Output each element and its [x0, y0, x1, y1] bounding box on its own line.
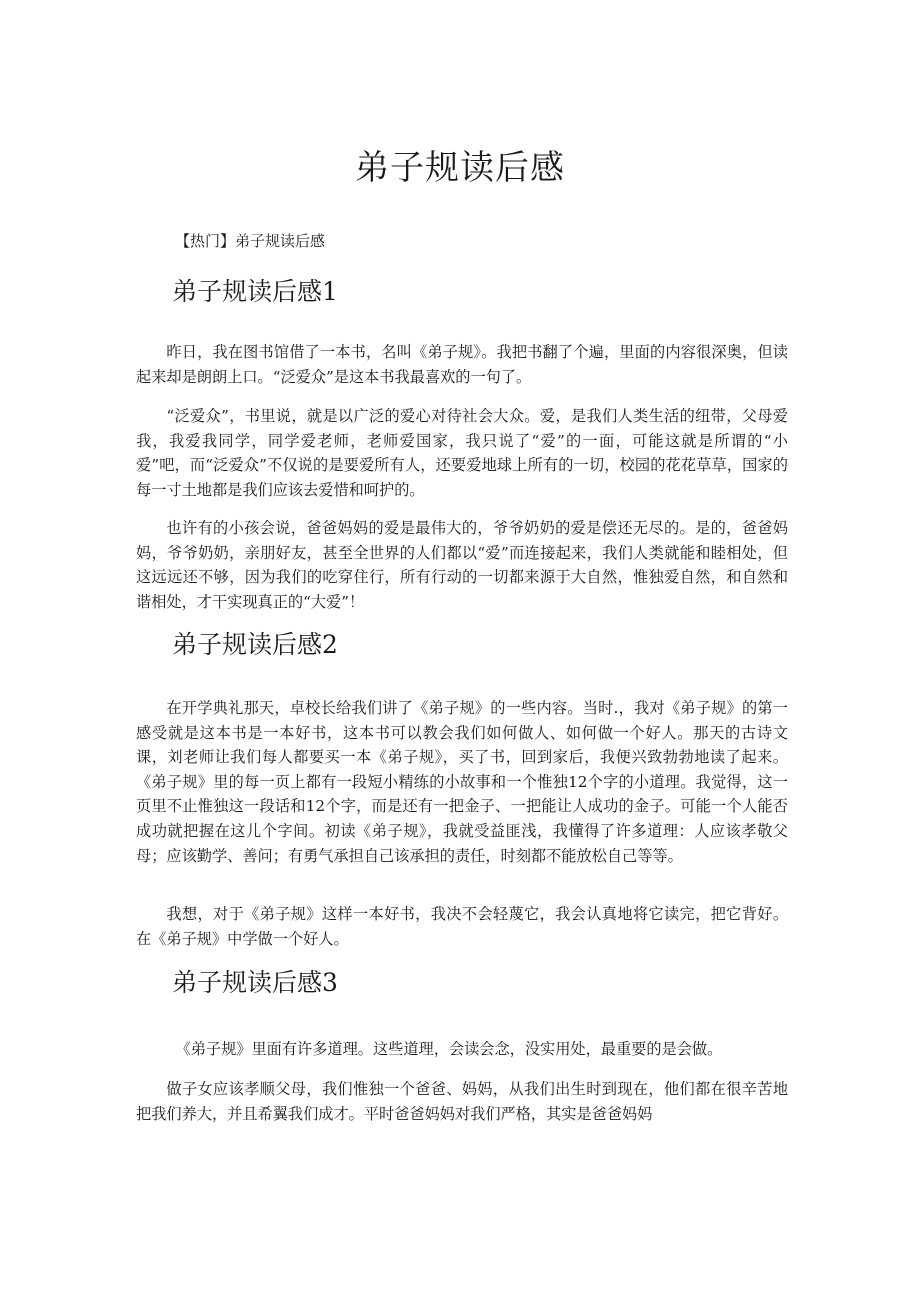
section-1-paragraph-3: 也许有的小孩会说，爸爸妈妈的爱是最伟大的，爷爷奶奶的爱是偿还无尽的。是的，爸爸妈妈，爷爷奶奶，亲朋好友，甚至全世界的人们都以“爱”而连接起来，我们人类就能和睦相处，但这远远还不够，因为我们的吃穿住行，所有行动的一切都来源于大自然，惟独爱自然，和自然和谐相处，才干实现真正的“大爱”！: [136, 519, 788, 611]
tag-line: 【热门】弟子规读后感: [175, 232, 326, 250]
section-1-paragraph-2: “泛爱众”，书里说，就是以广泛的爱心对待社会大众。爱，是我们人类生活的纽带，父母爱我，我爱我同学，同学爱老师，老师爱国家，我只说了“爱”的一面，可能这就是所谓的“小爱”吧，而“泛爱众”不仅说的是要爱所有人，还要爱地球上所有的一切，校园的花花草草，国家的每一寸土地都是我们应该去爱惜和呵护的。: [136, 407, 788, 499]
section-2-paragraph-2: 我想，对于《弟子规》这样一本好书，我决不会轻蔑它，我会认真地将它读完，把它背好。在《弟子规》中学做一个好人。: [136, 905, 788, 948]
section-1-heading: 弟子规读后感1: [172, 277, 338, 306]
section-2-heading: 弟子规读后感2: [172, 630, 338, 659]
section-3-paragraph-1: 《弟子规》里面有许多道理。这些道理，会读会念，没实用处，最重要的是会做。: [175, 1040, 723, 1058]
section-3-paragraph-2: 做子女应该孝顺父母，我们惟独一个爸爸、妈妈，从我们出生时到现在，他们都在很辛苦地把我们养大，并且希翼我们成才。平时爸爸妈妈对我们严格，其实是爸爸妈妈: [136, 1080, 788, 1123]
section-1-paragraph-1: 昨日，我在图书馆借了一本书，名叫《弟子规》。我把书翻了个遍，里面的内容很深奥，但读起来却是朗朗上口。“泛爱众”是这本书我最喜欢的一句了。: [136, 343, 788, 386]
section-3-heading: 弟子规读后感3: [172, 968, 338, 997]
section-2-paragraph-1: 在开学典礼那天，卓校长给我们讲了《弟子规》的一些内容。当时.，我对《弟子规》的第一感受就是这本书是一本好书，这本书可以教会我们如何做人、如何做一个好人。那天的古诗文课，刘老师让我们每人都要买一本《弟子规》，买了书，回到家后，我便兴致勃勃地读了起来。《弟子规》里的每一页上都有一段短小精练的小故事和一个惟独12个字的小道理。我觉得，这一页里不止惟独这一段话和12个字，而是还有一把金子、一把能让人成功的金子。可能一个人能否成功就把握在这儿个字间。初读《弟子规》，我就受益匪浅，我懂得了许多道理：人应该孝敬父母；应该勤学、善问；有勇气承担自己该承担的责任，时刻都不能放松自己等等。: [136, 699, 788, 865]
document-title: 弟子规读后感: [355, 148, 565, 188]
